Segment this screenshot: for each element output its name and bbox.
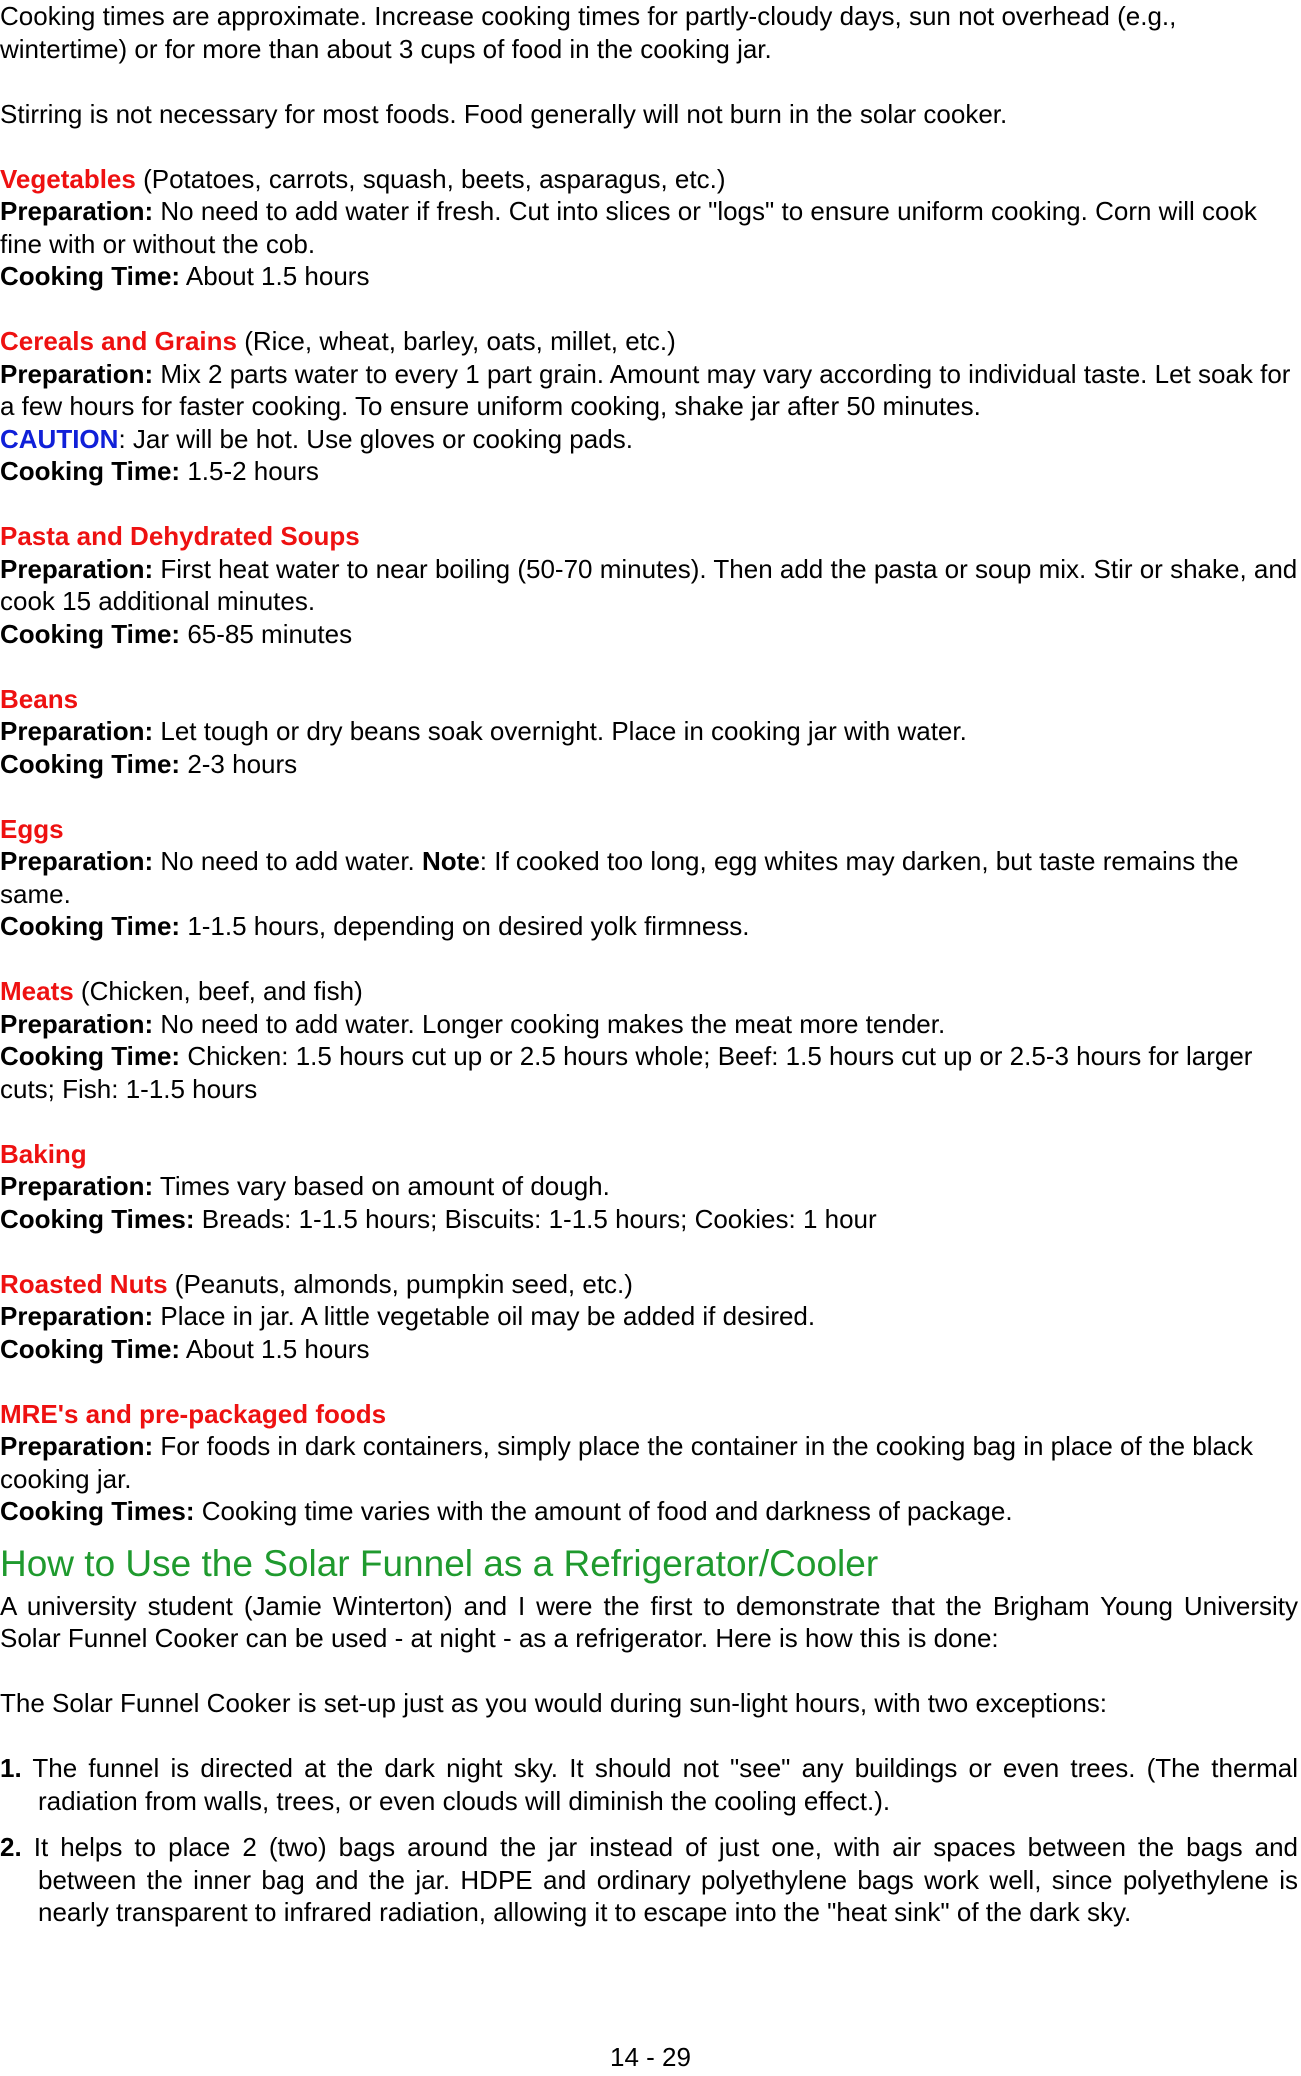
preparation-label: Preparation: xyxy=(0,196,154,226)
cooking-time-text: 1-1.5 hours, depending on desired yolk firmness. xyxy=(180,911,750,941)
preparation-line xyxy=(0,1430,1298,1495)
food-title-line xyxy=(0,163,1298,196)
preparation-text: For foods in dark containers, simply place the container in the cooking bag in place of the black cooking jar. xyxy=(0,1431,1254,1494)
cooking-time-line xyxy=(0,455,1298,488)
cooking-time-text: Breads: 1-1.5 hours; Biscuits: 1-1.5 hours; Cookies: 1 hour xyxy=(194,1203,877,1234)
cooking-time-label: Cooking Time: xyxy=(0,261,181,291)
cooking-time-label: Cooking Time: xyxy=(0,911,181,941)
cooking-time-text: 65-85 minutes xyxy=(180,618,353,649)
cooking-times-label: Cooking Times: xyxy=(0,1203,195,1234)
refrigerator-paragraph-setup: The Solar Funnel Cooker is set-up just as you would during sun-light hours, with two exceptions: xyxy=(0,1688,1108,1718)
cooking-time-line xyxy=(0,748,1298,781)
preparation-label: Preparation: xyxy=(0,716,154,746)
preparation-text: First heat water to near boiling (50-70 minutes). Then add the pasta or soup mix. Stir or shake, and cook 15 additional minutes. xyxy=(0,553,1298,616)
food-section-cereals xyxy=(0,325,1298,488)
food-section-pasta xyxy=(0,520,1298,650)
food-examples: (Rice, wheat, barley, oats, millet, etc.) xyxy=(237,326,676,356)
food-examples: (Peanuts, almonds, pumpkin seed, etc.) xyxy=(167,1268,633,1299)
preparation-text: No need to add water. xyxy=(153,846,423,876)
preparation-text: Place in jar. A little vegetable oil may be added if desired. xyxy=(153,1301,816,1331)
preparation-text: No need to add water. Longer cooking makes the meat more tender. xyxy=(153,1008,946,1039)
cooking-time-label: Cooking Time: xyxy=(0,1041,181,1071)
food-title: Baking xyxy=(0,1138,87,1169)
food-section-eggs xyxy=(0,813,1298,943)
note-text: : If cooked too long, egg whites may darken, but taste remains the same. xyxy=(0,846,1239,909)
food-title: Vegetables xyxy=(0,163,136,194)
cooking-time-line xyxy=(0,1333,1298,1366)
list-item-number: 1. xyxy=(0,1753,22,1783)
cooking-times-label: Cooking Times: xyxy=(0,1496,195,1526)
food-title-line xyxy=(0,1138,1298,1171)
intro-paragraph-stirring: Stirring is not necessary for most foods. Food generally will not burn in the solar cooker. xyxy=(0,98,1008,129)
food-examples: (Chicken, beef, and fish) xyxy=(73,976,363,1006)
cooking-time-text: About 1.5 hours xyxy=(180,261,370,291)
preparation-label: Preparation: xyxy=(0,846,154,876)
preparation-line xyxy=(0,845,1298,910)
preparation-line xyxy=(0,195,1298,260)
cooking-time-text: Chicken: 1.5 hours cut up or 2.5 hours whole; Beef: 1.5 hours cut up or 2.5-3 hours for larger cuts; Fish: 1-1.5 hours xyxy=(0,1041,1253,1104)
food-title-line xyxy=(0,520,1298,553)
preparation-label: Preparation: xyxy=(0,1171,154,1201)
caution-text: : Jar will be hot. Use gloves or cooking pads. xyxy=(118,423,633,454)
food-title: Cereals and Grains xyxy=(0,326,237,356)
preparation-text: Mix 2 parts water to every 1 part grain. Amount may vary according to individual taste. Let soak for a few hours for faster cooking. To ensure uniform cooking, shake jar after 50 minutes. xyxy=(0,358,1291,421)
list-item-text: It helps to place 2 (two) bags around the jar instead of just one, with air spaces between the bags and between the inner bag and the jar. HDPE and ordinary polyethylene bags work well, since polyethylene is nearly transparent to infrared radiation, allowing it to escape into the "heat sink" of the dark sky. xyxy=(21,1832,1298,1927)
list-item-text: The funnel is directed at the dark night sky. It should not "see" any buildings or even trees. (The thermal radiation from walls, trees, or even clouds will diminish the cooling effect.). xyxy=(21,1753,1298,1816)
preparation-text: Let tough or dry beans soak overnight. Place in cooking jar with water. xyxy=(153,716,967,746)
preparation-label: Preparation: xyxy=(0,1301,154,1331)
preparation-text: No need to add water if fresh. Cut into slices or "logs" to ensure uniform cooking. Corn will cook fine with or without the cob. xyxy=(0,196,1257,259)
food-title: Roasted Nuts xyxy=(0,1268,168,1299)
refrigerator-paragraph-intro: A university student (Jamie Winterton) and I were the first to demonstrate that the Brigham Young University Solar Funnel Cooker can be used - at night - as a refrigerator. Here is how this is done: xyxy=(0,1590,1298,1653)
cooking-time-label: Cooking Time: xyxy=(0,1333,181,1364)
food-section-beans xyxy=(0,683,1298,781)
cooking-time-line xyxy=(0,618,1298,651)
section-heading-refrigerator: How to Use the Solar Funnel as a Refrigerator/Cooler xyxy=(0,1542,879,1584)
preparation-line xyxy=(0,358,1298,423)
food-title-line xyxy=(0,813,1298,846)
food-section-baking xyxy=(0,1138,1298,1236)
preparation-line xyxy=(0,1300,1298,1333)
food-title: MRE's and pre-packaged foods xyxy=(0,1398,387,1429)
cooking-time-label: Cooking Time: xyxy=(0,456,181,486)
food-title-line xyxy=(0,1268,1298,1301)
cooking-time-line xyxy=(0,1495,1298,1528)
preparation-line xyxy=(0,553,1298,618)
cooking-time-line xyxy=(0,260,1298,293)
food-title-line xyxy=(0,325,1298,358)
food-section-roasted-nuts xyxy=(0,1268,1298,1366)
cooking-time-label: Cooking Time: xyxy=(0,618,181,649)
cooking-time-text: Cooking time varies with the amount of food and darkness of package. xyxy=(194,1496,1013,1526)
food-title-line xyxy=(0,975,1298,1008)
numbered-list-item xyxy=(0,1831,1298,1929)
food-title: Meats xyxy=(0,976,74,1006)
note-label: Note xyxy=(422,846,480,876)
cooking-time-line xyxy=(0,910,1298,943)
intro-paragraph-cooking-times: Cooking times are approximate. Increase cooking times for partly-cloudy days, sun not overhead (e.g., wintertime) or for more than about 3 cups of food in the cooking jar. xyxy=(0,1,1177,64)
preparation-text: Times vary based on amount of dough. xyxy=(153,1171,610,1201)
list-item-number: 2. xyxy=(0,1832,22,1862)
preparation-line xyxy=(0,1170,1298,1203)
caution-label: CAUTION xyxy=(0,423,119,454)
cooking-time-text: 1.5-2 hours xyxy=(180,456,319,486)
food-title: Beans xyxy=(0,683,79,714)
food-title-line xyxy=(0,1398,1298,1431)
cooking-time-line xyxy=(0,1203,1298,1236)
page-number: 14 - 29 xyxy=(610,2042,691,2072)
preparation-label: Preparation: xyxy=(0,1431,154,1461)
food-title-line xyxy=(0,683,1298,716)
cooking-time-text: 2-3 hours xyxy=(180,748,298,779)
preparation-label: Preparation: xyxy=(0,1008,154,1039)
preparation-label: Preparation: xyxy=(0,553,154,584)
cooking-time-label: Cooking Time: xyxy=(0,748,181,779)
caution-line xyxy=(0,423,1298,456)
food-section-mre xyxy=(0,1398,1298,1528)
food-title: Eggs xyxy=(0,813,64,844)
preparation-line xyxy=(0,715,1298,748)
cooking-time-line xyxy=(0,1040,1298,1105)
preparation-label: Preparation: xyxy=(0,358,154,389)
cooking-time-text: About 1.5 hours xyxy=(180,1333,370,1364)
food-section-meats xyxy=(0,975,1298,1105)
numbered-list-item xyxy=(0,1752,1298,1817)
food-examples: (Potatoes, carrots, squash, beets, asparagus, etc.) xyxy=(135,163,726,194)
food-section-vegetables xyxy=(0,163,1298,293)
food-title: Pasta and Dehydrated Soups xyxy=(0,521,360,551)
preparation-line xyxy=(0,1008,1298,1041)
